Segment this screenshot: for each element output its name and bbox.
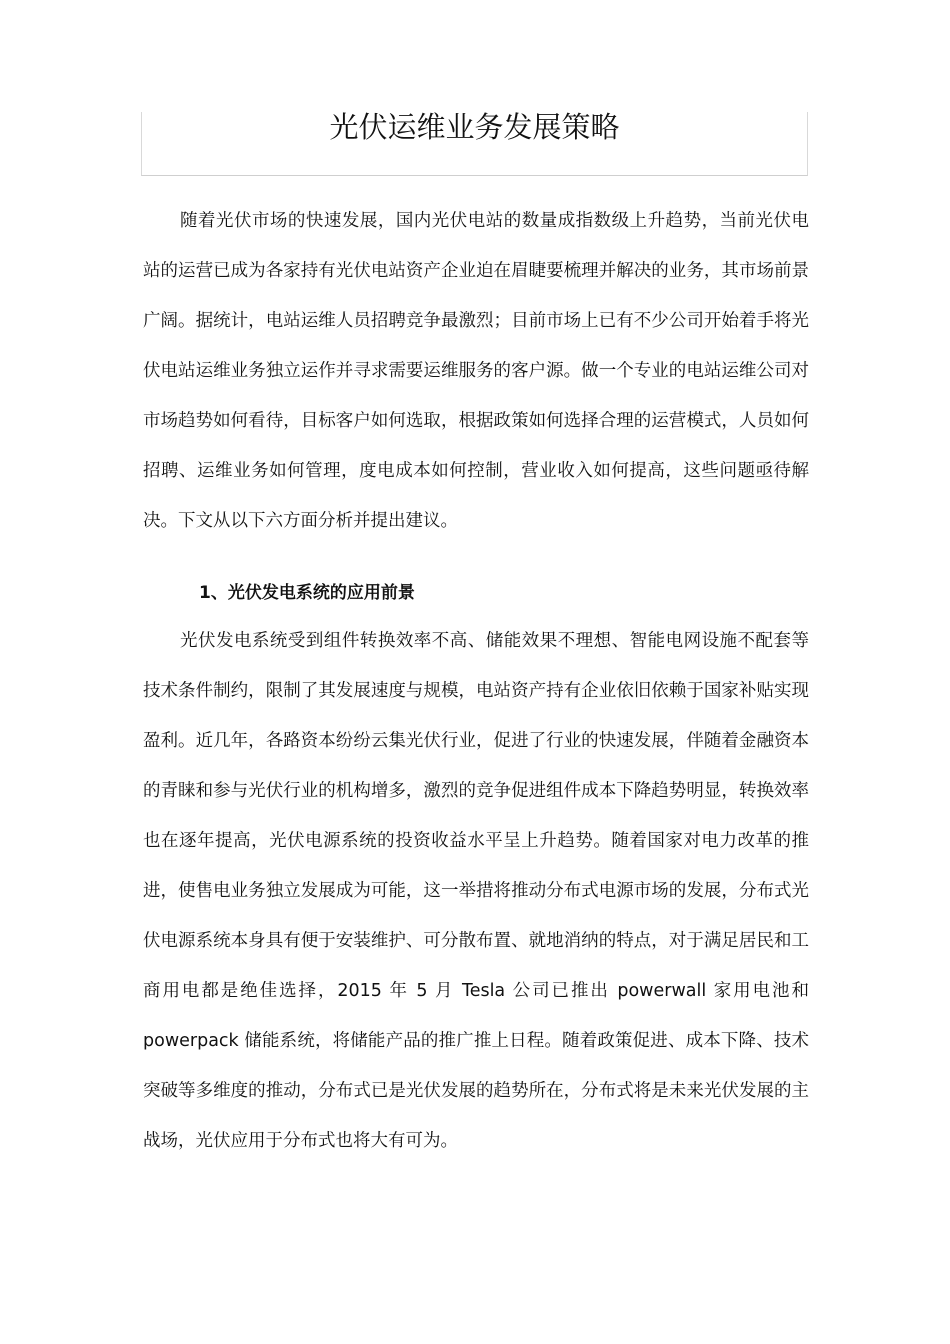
section-paragraph: 光伏发电系统受到组件转换效率不高、储能效果不理想、智能电网设施不配套等技术条件制约，限制了其发展速度与规模，电站资产持有企业依旧依赖于国家补贴实现盈利。近几年，各路资本纷纷云集光伏行业，促进了行业的快速发展，伴随着金融资本的青睐和参与光伏行业的机构增多，激烈的竞争促进组件成本下降趋势明显，转换效率也在逐年提高，光伏电源系统的投资收益水平呈上升趋势。随着国家对电力改革的推进，使售电业务独立发展成为可能，这一举措将推动分布式电源市场的发展，分布式光伏电源系统本身具有便于安装维护、可分散布置、就地消纳的特点，对于满足居民和工商用电都是绝佳选择，2015 年 5 月 Tesla 公司已推出 powerwall 家用电池和 powerpack 储能系统，将储能产品的推广推上日程。随着政策促进、成本下降、技术突破等多维度的推动，分布式已是光伏发展的趋势所在，分布式将是未来光伏发展的主战场，光伏应用于分布式也将大有可为。 [143,631,809,1151]
section-heading: 1、光伏发电系统的应用前景 [199,583,415,603]
title-box [141,112,808,176]
document-title: 光伏运维业务发展策略 [329,110,620,144]
intro-paragraph: 随着光伏市场的快速发展，国内光伏电站的数量成指数级上升趋势，当前光伏电站的运营已成为各家持有光伏电站资产企业迫在眉睫要梳理并解决的业务，其市场前景广阔。据统计，电站运维人员招聘竞争最激烈；目前市场上已有不少公司开始着手将光伏电站运维业务独立运作并寻求需要运维服务的客户源。做一个专业的电站运维公司对市场趋势如何看待，目标客户如何选取，根据政策如何选择合理的运营模式，人员如何招聘、运维业务如何管理，度电成本如何控制，营业收入如何提高，这些问题亟待解决。下文从以下六方面分析并提出建议。 [143,211,809,531]
